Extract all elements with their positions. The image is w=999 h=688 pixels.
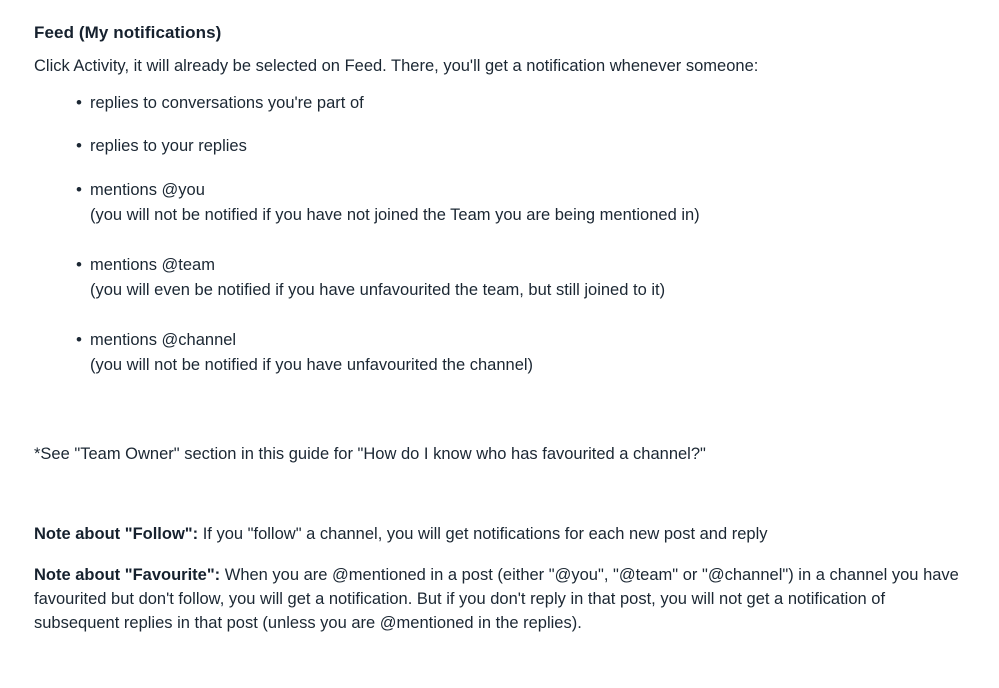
list-item-label: mentions @channel [90,330,237,349]
page-title: Feed (My notifications) [34,23,222,42]
note-follow-label: Note about "Follow": [34,524,199,543]
note-favourite-text: When you are @mentioned in a post (either "@you", "@team" or "@channel") in a channel you have favourited but don't follow, you will get a notification. But if you don't reply in that post, you will not get a notification of subsequent replies in that post (unless you are @mentioned in the replies). [34,566,959,632]
list-item [34,179,971,228]
list-item [34,329,971,378]
list-item-label: replies to your replies [90,137,247,156]
notification-trigger-list [34,92,971,377]
note-favourite [34,564,971,635]
note-follow [34,523,971,546]
list-item-label: mentions @team [90,255,215,274]
note-follow-text: If you "follow" a channel, you will get notifications for each new post and reply [198,524,768,543]
list-item-label: mentions @you [90,180,205,199]
list-item [34,254,971,303]
list-item-note: (you will even be notified if you have unfavourited the team, but still joined to it) [90,281,666,300]
note-favourite-label: Note about "Favourite": [34,566,221,585]
list-item-label: replies to conversations you're part of [90,94,364,113]
spacer [34,467,971,523]
spacer [34,546,971,564]
list-item-note: (you will not be notified if you have not joined the Team you are being mentioned in) [90,206,700,225]
list-item-note: (you will not be notified if you have unfavourited the channel) [90,355,534,374]
intro-paragraph: Click Activity, it will already be selected on Feed. There, you'll get a notification whenever someone: [34,56,759,75]
list-item [34,135,971,158]
list-item [34,92,971,115]
footnote: *See "Team Owner" section in this guide for "How do I know who has favourited a channel?" [34,445,706,464]
spacer [34,403,971,443]
